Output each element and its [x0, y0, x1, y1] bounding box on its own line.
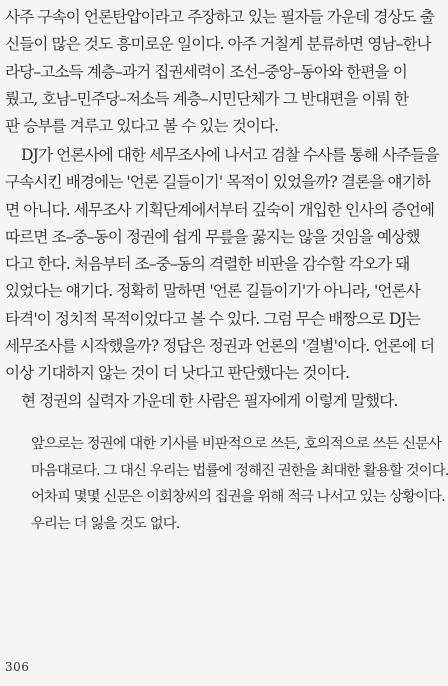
quote-line: 마음대로다. 그 대신 우리는 법률에 정해진 권한을 최대한 활용할 것이다. — [31, 462, 448, 479]
text-line: 세무조사를 시작했을까? 정답은 정권과 언론의 '결별'이다. 언론에 더 — [5, 337, 435, 356]
text-line: 이상 기대하지 않는 것이 더 낫다고 판단했다는 것이다. — [5, 364, 350, 383]
text-line: 구속시킨 배경에는 '언론 길들이기' 목적이 있었을까? 결론을 얘기하 — [5, 173, 431, 192]
paragraph-1 — [5, 4, 435, 140]
paragraph-3 — [5, 388, 398, 415]
text-line: 다고 한다. 처음부터 조–중–동의 격렬한 비판을 감수할 각오가 돼 — [5, 255, 410, 274]
text-line: 신들이 많은 것도 흥미로운 일이다. 아주 거칠게 분류하면 영남–한나 — [5, 35, 431, 54]
text-line: 있었다는 얘기다. 정확히 말하면 '언론 길들이기'가 아니라, '언론사 — [5, 282, 420, 301]
quote-line: 어차피 몇몇 신문은 이회창씨의 집권을 위해 적극 나서고 있는 상황이다. — [31, 489, 445, 506]
quote-line: 우리는 더 잃을 것도 없다. — [31, 515, 180, 532]
text-line: 따르면 조–중–동이 정권에 쉽게 무릎을 꿇지는 않을 것임을 예상했 — [5, 227, 420, 246]
text-line: 타격'이 정치적 목적이었다고 볼 수 있다. 그럼 무슨 배짱으로 DJ는 — [5, 309, 420, 328]
paragraph-2 — [5, 142, 439, 388]
text-line: 면 아니다. 세무조사 기획단계에서부터 깊숙이 개입한 인사의 증언에 — [5, 200, 435, 219]
text-line: 현 정권의 실력자 가운데 한 사람은 필자에게 이렇게 말했다. — [21, 392, 398, 410]
text-line: 라당–고소득 계층–과거 집권세력이 조선–중앙–동아와 한편을 이 — [5, 62, 407, 81]
text-line: 사주 구속이 언론탄압이라고 주장하고 있는 필자들 가운데 경상도 출 — [5, 8, 435, 26]
text-line: DJ가 언론사에 대한 세무조사에 나서고 검찰 수사를 통해 사주들을 — [21, 146, 439, 164]
quote-line: 앞으로는 정권에 대한 기사를 비판적으로 쓰든, 호의적으로 쓰든 신문사 — [31, 436, 442, 452]
page-number: 306 — [5, 660, 30, 674]
text-line: 뤘고, 호남–민주당–저소득 계층–시민단체가 그 반대편을 이뤄 한 — [5, 89, 409, 108]
text-line: 판 승부를 겨루고 있다고 볼 수 있는 것이다. — [5, 117, 279, 136]
block-quote — [5, 431, 448, 537]
